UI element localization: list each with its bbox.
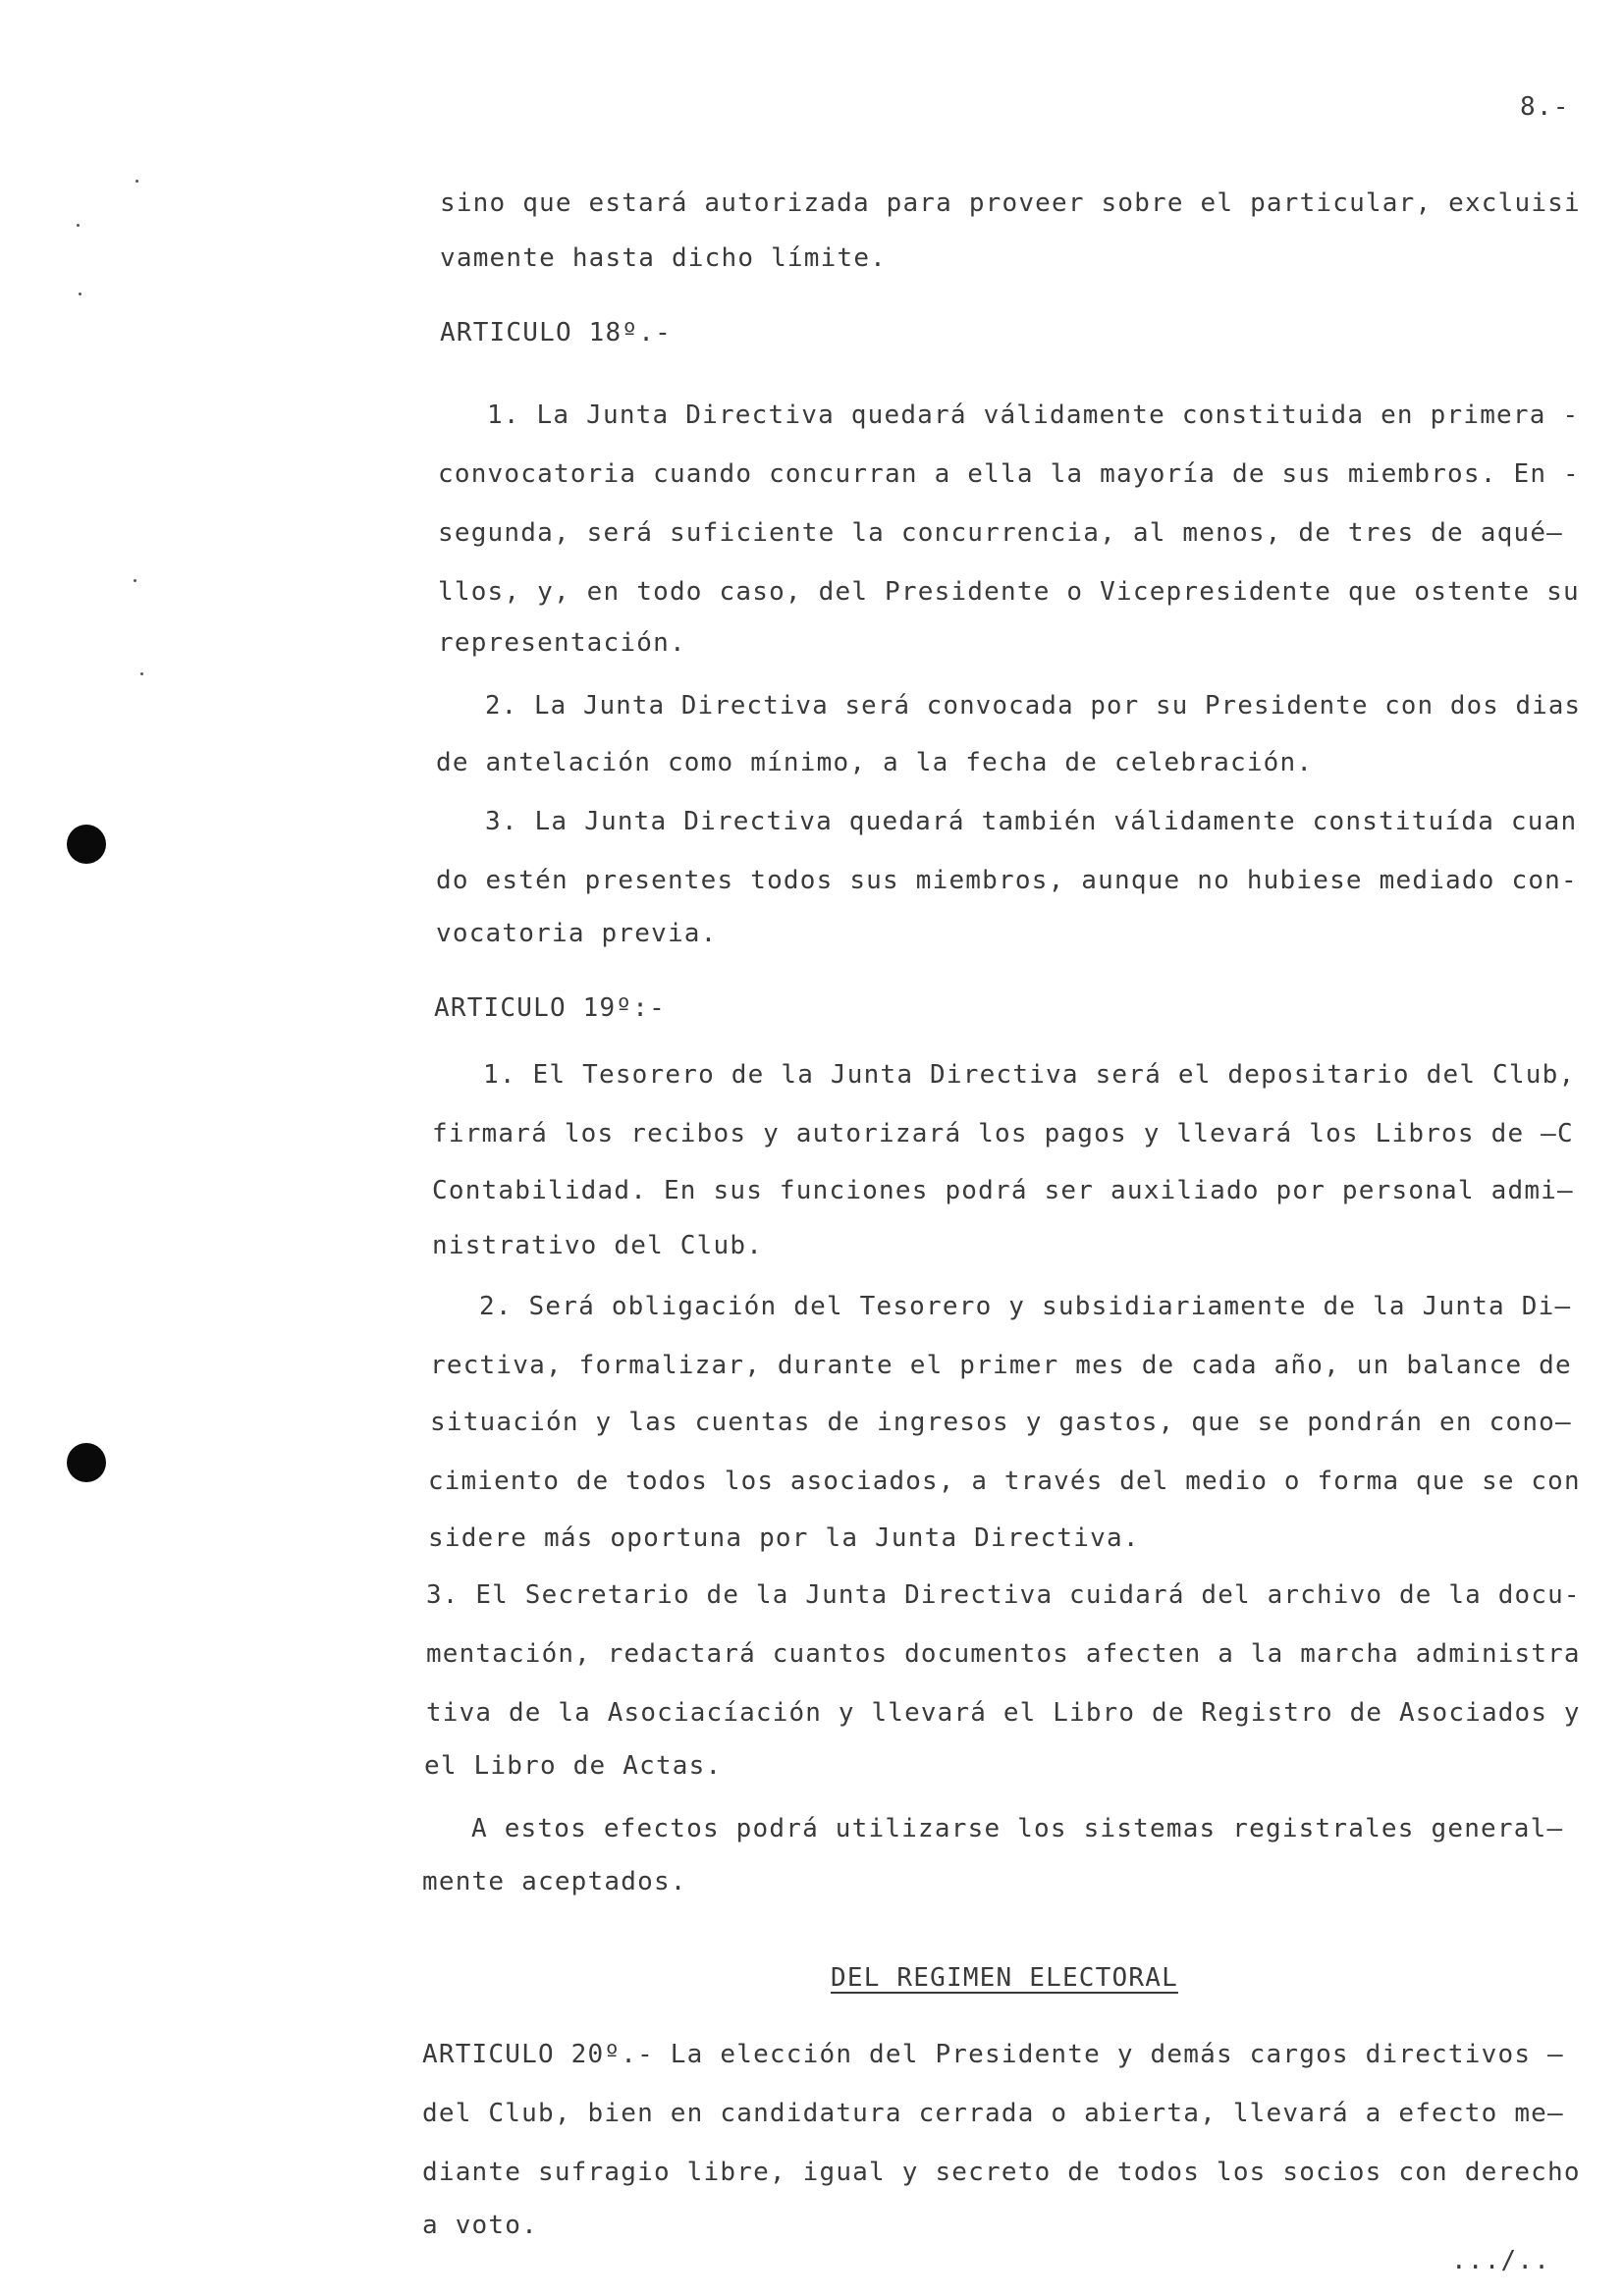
text-line: rectiva, formalizar, durante el primer mes de cada año, un balance de — [430, 1351, 1572, 1380]
text-line: cimiento de todos los asociados, a través del medio o forma que se con — [428, 1467, 1581, 1496]
text-line: el Libro de Actas. — [424, 1751, 723, 1781]
text-line: representación. — [438, 628, 686, 658]
text-line: nistrativo del Club. — [432, 1231, 764, 1260]
text-line: 3. El Secretario de la Junta Directiva cuidará del archivo de la docu- — [426, 1580, 1581, 1610]
text-line: 2. Será obligación del Tesorero y subsidiariamente de la Junta Di— — [479, 1292, 1572, 1321]
text-line: 2. La Junta Directiva será convocada por su Presidente con dos dias — [485, 691, 1582, 721]
text-line: sidere más oportuna por la Junta Directiva. — [428, 1523, 1140, 1553]
text-line: 3. La Junta Directiva quedará también válidamente constituída cuan — [485, 807, 1578, 836]
text-line: 1. El Tesorero de la Junta Directiva será el depositario del Club, — [483, 1060, 1576, 1090]
text-line: segunda, será suficiente la concurrencia, al menos, de tres de aqué— — [438, 518, 1564, 548]
text-line: vocatoria previa. — [436, 919, 718, 948]
text-line: sino que estará autorizada para proveer sobre el particular, excluisi — [440, 188, 1581, 218]
text-line: convocatoria cuando concurran a ella la mayoría de sus miembros. En - — [438, 459, 1580, 489]
text-line: mentación, redactará cuantos documentos afecten a la marcha administra — [426, 1639, 1581, 1669]
text-line: situación y las cuentas de ingresos y gastos, que se pondrán en cono— — [430, 1408, 1572, 1437]
text-line: a voto. — [422, 2211, 538, 2240]
scan-speck — [79, 293, 81, 295]
text-line: ARTICULO 20º.- La elección del Presidente y demás cargos directivos — — [422, 2040, 1564, 2069]
text-line: 1. La Junta Directiva quedará válidamente constituida en primera - — [487, 400, 1580, 430]
text-line: firmará los recibos y autorizará los pagos y llevará los Libros de —C — [432, 1119, 1574, 1148]
text-line: A estos efectos podrá utilizarse los sistemas registrales general— — [471, 1814, 1564, 1843]
scan-speck — [134, 579, 136, 582]
page-number: 8.- — [1520, 92, 1570, 122]
text-line: vamente hasta dicho límite. — [440, 243, 888, 273]
text-line: de antelación como mínimo, a la fecha de celebración. — [436, 748, 1314, 777]
punch-hole-bottom — [67, 1443, 106, 1482]
text-line: do estén presentes todos sus miembros, aunque no hubiese mediado con- — [436, 866, 1578, 895]
text-line: Contabilidad. En sus funciones podrá ser auxiliado por personal admi— — [432, 1176, 1574, 1205]
article-heading: ARTICULO 19º:- — [434, 993, 666, 1023]
text-line: del Club, bien en candidatura cerrada o abierta, llevará a efecto me— — [422, 2099, 1564, 2128]
scan-speck — [135, 180, 138, 183]
text-line: tiva de la Asociacíación y llevará el Libro de Registro de Asociados y — [426, 1698, 1581, 1728]
punch-hole-top — [67, 825, 106, 864]
scan-speck — [140, 672, 143, 675]
section-heading: DEL REGIMEN ELECTORAL — [831, 1963, 1178, 1993]
scan-speck — [77, 224, 80, 227]
continuation-mark: .../.. — [1451, 2246, 1551, 2275]
text-line: llos, y, en todo caso, del Presidente o Vicepresidente que ostente su — [438, 577, 1580, 607]
article-heading: ARTICULO 18º.- — [440, 318, 672, 347]
text-line: diante sufragio libre, igual y secreto de todos los socios con derecho — [422, 2158, 1581, 2187]
text-line: mente aceptados. — [422, 1867, 687, 1896]
